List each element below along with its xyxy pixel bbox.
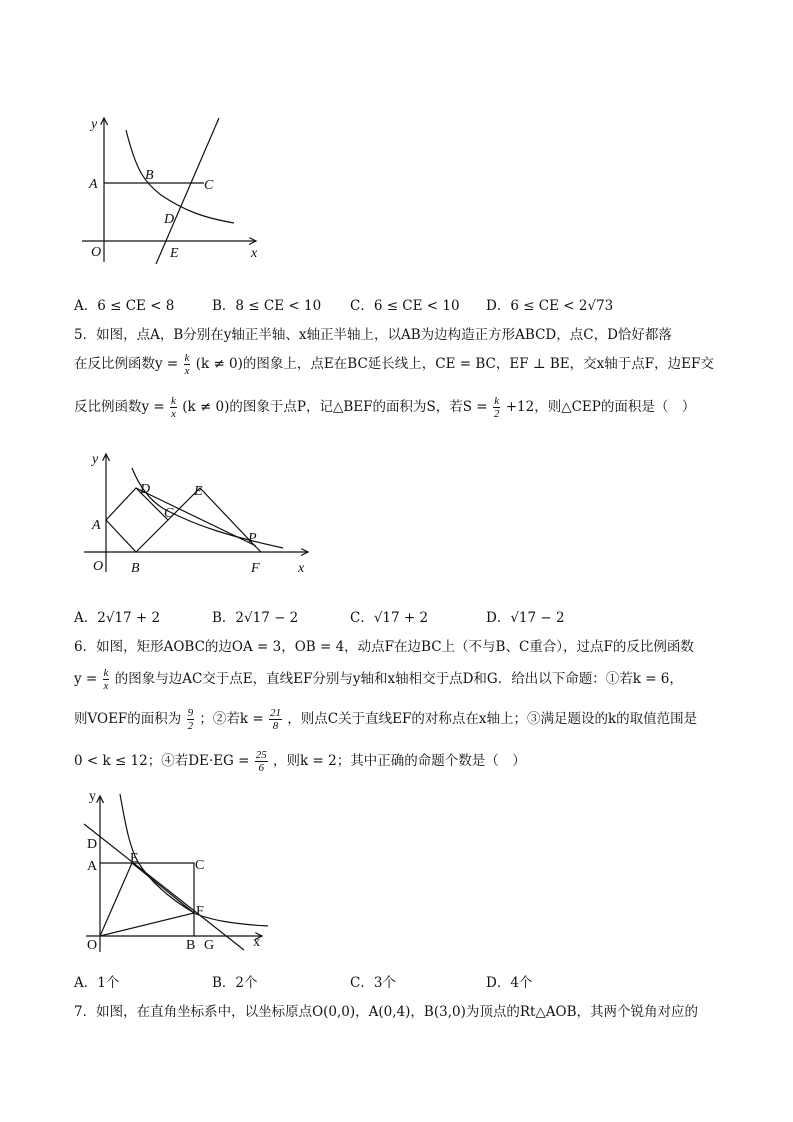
q5-options: [74, 606, 774, 626]
figure-q5: [78, 448, 318, 578]
label-D: D: [164, 212, 175, 227]
q6-option-a[interactable]: A．1个: [74, 975, 120, 991]
q5-option-c[interactable]: C．√17 + 2: [350, 610, 429, 626]
q4-option-d[interactable]: D．6 ≤ CE < 2√73: [486, 298, 614, 314]
q4-options: [74, 294, 774, 314]
q4-option-a[interactable]: A．6 ≤ CE < 8: [74, 298, 175, 314]
q6-line-2: [74, 667, 683, 692]
q5-fraction-k-over-2: $\frac{k}{2}$: [493, 395, 500, 420]
q5-fraction-k-over-x: $\frac{k}{x}$: [184, 352, 190, 377]
q6-line-4-b: ，则k = 2；其中正确的命题个数是（ ）: [273, 753, 526, 769]
segment-EF-tail: [256, 547, 261, 552]
label-O: O: [93, 559, 104, 574]
label-D: D: [87, 837, 98, 852]
q5-line-3-c: +12，则△CEP的面积是（ ）: [505, 399, 696, 415]
q5-line-3: [74, 395, 695, 420]
square-ABCD: [106, 488, 168, 552]
figure-q4: [76, 110, 266, 265]
q6-fraction-25-over-6: $\frac{25}{6}$: [255, 749, 267, 774]
label-C: C: [164, 506, 174, 521]
q4-option-c[interactable]: C．6 ≤ CE < 10: [350, 298, 460, 314]
q6-line-3-b: ；②若k =: [199, 711, 264, 727]
line-DG: [84, 824, 244, 950]
q5-line-2-a: 在反比例函数y =: [74, 356, 179, 372]
q6-line-4-a: 0 < k ≤ 12；④若DE·EG =: [74, 753, 250, 769]
label-C: C: [204, 178, 214, 193]
q6-fraction-9-over-2: $\frac{9}{2}$: [187, 707, 194, 732]
label-G: G: [204, 938, 215, 953]
label-y: y: [91, 117, 98, 132]
q5-option-d[interactable]: D．√17 − 2: [486, 610, 565, 626]
q6-option-d[interactable]: D．4个: [486, 975, 533, 991]
label-A: A: [89, 177, 98, 192]
label-B: B: [145, 168, 154, 183]
label-x: x: [298, 561, 305, 576]
label-B: B: [186, 938, 196, 953]
label-B: B: [131, 561, 140, 576]
label-E: E: [130, 851, 139, 866]
q6-line-2-b: 的图象与边AC交于点E，直线EF分别与y轴和x轴相交于点D和G．给出以下命题：①若k = 6，: [114, 671, 683, 687]
q5-line-2: [74, 352, 714, 377]
q6-options: [74, 971, 774, 991]
q6-line-1: 6．如图，矩形AOBC的边OA = 3，OB = 4，动点F在边BC上（不与B、C重合），过点F的反比例函数: [74, 639, 694, 655]
q5-line-2-b: (k ≠ 0)的图象上，点E在BC延长线上，CE = BC，EF ⊥ BE，交x轴于点F，边EF交: [195, 356, 714, 372]
q6-line-4: [74, 749, 526, 774]
q5-option-b[interactable]: B．2√17 − 2: [212, 610, 299, 626]
label-y: y: [89, 789, 96, 804]
q4-option-b[interactable]: B．8 ≤ CE < 10: [212, 298, 322, 314]
q7-line-1: 7．如图，在直角坐标系中，以坐标原点O(0,0)，A(0,4)，B(3,0)为顶点的Rt△AOB，其两个锐角对应的: [74, 1004, 699, 1020]
label-A: A: [87, 859, 98, 874]
q6-line-3: [74, 707, 697, 732]
hyperbola-curve: [132, 468, 283, 548]
label-O: O: [87, 938, 98, 953]
label-y: y: [92, 452, 99, 467]
q6-fraction-21-over-8: $\frac{21}{8}$: [270, 707, 281, 732]
label-A: A: [92, 518, 101, 533]
label-O: O: [91, 245, 102, 260]
q5-line-1: 5．如图，点A，B分别在y轴正半轴、x轴正半轴上，以AB为边构造正方形ABCD，点C，D恰好都落: [74, 327, 672, 343]
label-P: P: [248, 531, 257, 546]
q6-line-2-a: y =: [74, 671, 98, 687]
q6-line-3-a: 则VOEF的面积为: [74, 711, 182, 727]
q6-line-3-c: ，则点C关于直线EF的对称点在x轴上；③满足题设的k的取值范围是: [287, 711, 698, 727]
label-x: x: [253, 935, 260, 950]
label-C: C: [195, 858, 205, 873]
q6-fraction-k-over-x: $\frac{k}{x}$: [103, 667, 109, 692]
label-F: F: [196, 904, 204, 919]
q5-option-a[interactable]: A．2√17 + 2: [74, 610, 161, 626]
label-F: F: [251, 561, 260, 576]
q5-line-3-a: 反比例函数y =: [74, 399, 165, 415]
q6-option-b[interactable]: B．2个: [212, 975, 258, 991]
label-E: E: [194, 484, 203, 499]
figure-q6: [72, 788, 272, 956]
q5-fraction-k-over-x-2: $\frac{k}{x}$: [171, 395, 176, 420]
label-E: E: [170, 246, 179, 261]
q6-option-c[interactable]: C．3个: [350, 975, 396, 991]
q5-line-3-b: (k ≠ 0)的图象于点P，记△BEF的面积为S，若S =: [182, 399, 488, 415]
label-x: x: [251, 246, 258, 261]
label-D: D: [140, 482, 151, 497]
